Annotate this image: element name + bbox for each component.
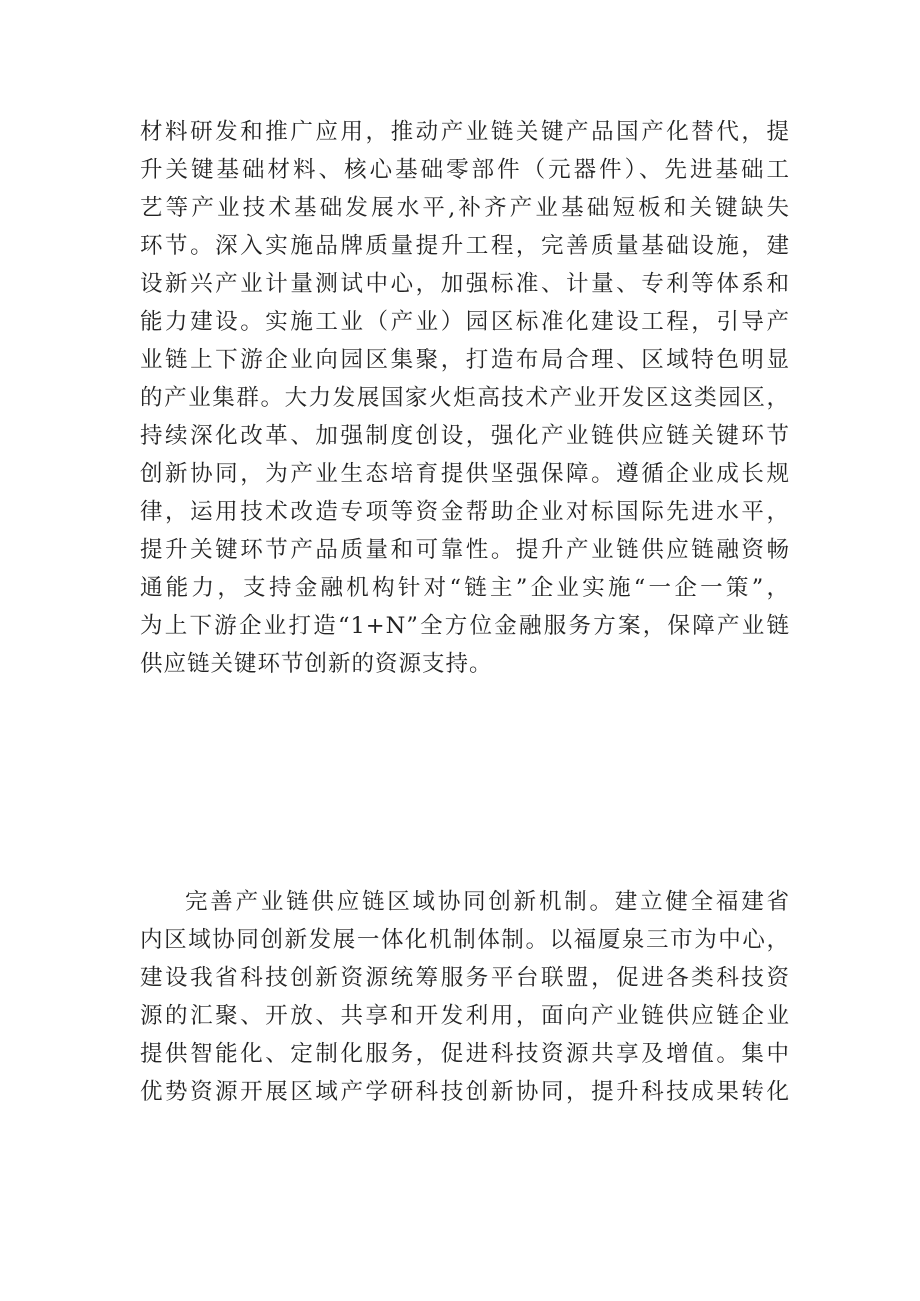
paragraph-1 — [140, 113, 790, 683]
text-line: 内区域协同创新发展一体化机制体制。以福厦泉三市为中心， — [140, 927, 790, 953]
text-line: 业链上下游企业向园区集聚，打造布局合理、区域特色明显 — [140, 347, 790, 373]
text-line: 升关键基础材料、核心基础零部件（元器件）、先进基础工 — [140, 157, 790, 183]
paragraph-2 — [140, 883, 790, 1111]
text-line: 提供智能化、定制化服务，促进科技资源共享及增值。集中 — [140, 1041, 790, 1067]
text-line: 提升关键环节产品质量和可靠性。提升产业链供应链融资畅 — [140, 537, 790, 563]
text-line: 材料研发和推广应用，推动产业链关键产品国产化替代，提 — [140, 119, 790, 145]
text-line: 完善产业链供应链区域协同创新机制。建立健全福建省 — [185, 889, 790, 915]
text-line: 设新兴产业计量测试中心，加强标准、计量、专利等体系和 — [140, 271, 790, 297]
text-line: 通能力，支持金融机构针对“链主”企业实施“一企一策”， — [140, 575, 790, 601]
text-line: 创新协同，为产业生态培育提供坚强保障。遵循企业成长规 — [140, 461, 790, 487]
text-line: 能力建设。实施工业（产业）园区标准化建设工程，引导产 — [140, 309, 790, 335]
text-line: 律，运用技术改造专项等资金帮助企业对标国际先进水平， — [140, 499, 790, 525]
text-line: 优势资源开展区域产学研科技创新协同，提升科技成果转化 — [140, 1079, 790, 1105]
text-line: 供应链关键环节创新的资源支持。 — [140, 651, 493, 677]
text-line: 持续深化改革、加强制度创设，强化产业链供应链关键环节 — [140, 423, 790, 449]
text-line: 建设我省科技创新资源统筹服务平台联盟，促进各类科技资 — [140, 965, 790, 991]
text-line: 的产业集群。大力发展国家火炬高技术产业开发区这类园区， — [140, 385, 790, 411]
text-line: 源的汇聚、开放、共享和开发利用，面向产业链供应链企业 — [140, 1003, 790, 1029]
text-line: 环节。深入实施品牌质量提升工程，完善质量基础设施，建 — [140, 233, 790, 259]
text-line: 为上下游企业打造“1+N”全方位金融服务方案，保障产业链 — [140, 613, 790, 639]
text-line: 艺等产业技术基础发展水平,补齐产业基础短板和关键缺失 — [140, 195, 790, 221]
